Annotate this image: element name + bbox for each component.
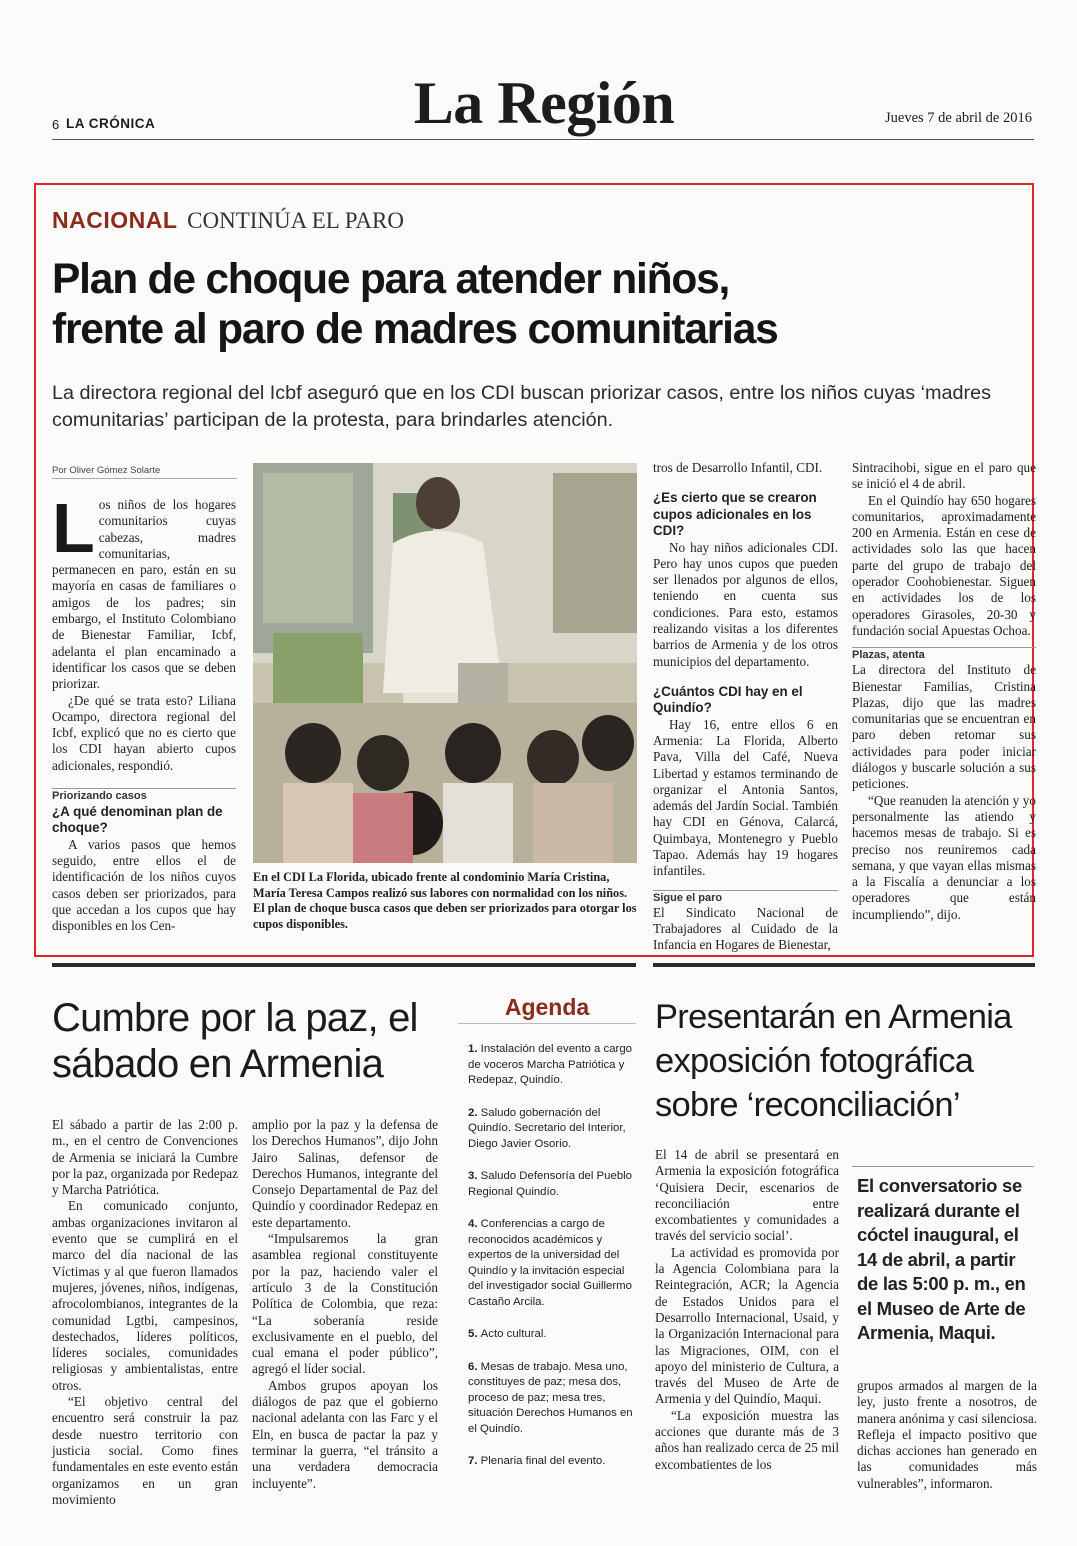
subhead-plazas: Plazas, atenta	[852, 647, 1036, 662]
article-photo	[253, 463, 637, 863]
paper-name: LA CRÓNICA	[66, 116, 156, 131]
agenda-item	[468, 1106, 636, 1153]
paragraph: En comunicado conjunto, ambas organizaciones invitaron al evento que se cumplirá en el marco del día nacional de las Víctimas y al que fueron llamados mujeres, jóvenes, niños, indígenas, afrocolombianos, integrantes de la comunidad Lgtbi, campesinos, destechados, líderes políticos, líderes sociales, comunidades religiosas y ambientalistas, entre otros.	[52, 1198, 238, 1393]
agenda-item-text: Saludo gobernación del Quindío. Secretario del Interior, Diego Javier Osorio.	[468, 1106, 626, 1150]
paragraph: El 14 de abril se presentará en Armenia la exposición fotográfica ‘Quisiera Decir, escenarios de reconciliación entre excombatientes y comunidades a través del servicio social’.	[655, 1147, 839, 1244]
paragraph: En el Quindío hay 650 hogares comunitarios, aproximadamente 200 en Armenia. Están en cese de actividades solo las que hacen parte del grupo de trabajo del operador Coohobienestar. Siguen en actividades los de los operadores Girasoles, 20-30 y fundación social Apuestas Ochoa.	[852, 492, 1036, 638]
paragraph: A varios pasos que hemos seguido, entre ellos el de identificación de los niños cuyos casos deben ser priorizados, para que accedan a los cupos que hay disponibles en los Cen-	[52, 836, 236, 934]
photo-caption: En el CDI La Florida, ubicado frente al condominio María Cristina, María Teresa Campos realizó sus labores con normalidad con los niños. El plan de choque busca casos que deben ser priorizados para otorgar los cupos disponibles.	[253, 870, 637, 931]
subhead-priorizando: Priorizando casos	[52, 788, 236, 803]
agenda-item-number: 1.	[468, 1043, 481, 1055]
cumbre-col-1	[52, 1117, 238, 1508]
paragraph: Ambos grupos apoyan los diálogos de paz que el gobierno nacional adelanta con las Farc y el Eln, en busca de pactar la paz y terminar la guerra, “el tránsito a una verdadera democracia incluyente”.	[252, 1377, 438, 1491]
agenda-item-text: Acto cultural.	[480, 1328, 547, 1340]
drop-cap: L	[52, 489, 95, 567]
section-rule	[653, 963, 1035, 967]
cumbre-headline: Cumbre por la paz, el sábado en Armenia	[52, 996, 418, 1086]
paragraph: Sintracihobi, sigue en el paro que se inició el 4 de abril.	[852, 460, 1036, 492]
page-number: 6	[52, 117, 60, 132]
expo-pullquote: El conversatorio se realizará durante el cóctel inaugural, el 14 de abril, a partir de las 5:00 p. m., en el Museo de Arte de Armenia, Maqui.	[857, 1175, 1026, 1343]
issue-date: Jueves 7 de abril de 2016	[885, 110, 1032, 126]
main-col-3	[653, 460, 838, 954]
interview-question: ¿A qué denominan plan de choque?	[52, 804, 223, 836]
agenda-item	[468, 1042, 636, 1089]
byline: Por Oliver Gómez Solarte	[52, 465, 237, 479]
paragraph: “La exposición muestra las acciones que durante más de 3 años han realizado cerca de 25 mil excombatientes de los	[655, 1407, 839, 1472]
section-title: La Región	[413, 70, 675, 136]
kicker-topic: CONTINÚA EL PARO	[187, 208, 404, 233]
agenda-item-text: Conferencias a cargo de reconocidos académicos y expertos de la universidad del Quindío y la invitación especial del investigador social Guillermo Castaño Arcila.	[468, 1218, 632, 1308]
main-col-4	[852, 460, 1036, 923]
expo-col-2	[857, 1378, 1037, 1492]
classroom-photo-illustration	[253, 463, 637, 863]
agenda-item-number: 5.	[468, 1328, 481, 1340]
headline-line-1: Plan de choque para atender niños,	[52, 256, 730, 303]
agenda-title-underline	[458, 1023, 636, 1024]
agenda-item-text: Instalación del evento a cargo de voceros Marcha Patriótica y Redepaz, Quindío.	[468, 1043, 633, 1086]
agenda-item-number: 2.	[468, 1106, 481, 1119]
paragraph: La directora del Instituto de Bienestar Familias, Cristina Plazas, dijo que las madres comunitarias que se encuentran en paro deben retomar sus actividades para poder iniciar diálogos y buscarle solución a sus peticiones.	[852, 662, 1036, 792]
section-rule	[52, 963, 636, 967]
agenda-item-number: 7.	[468, 1455, 481, 1467]
cumbre-col-2	[252, 1117, 438, 1492]
paragraph: El Sindicato Nacional de Trabajadores al Cuidado de la Infancia en Hogares de Bienestar,	[653, 904, 838, 953]
paragraph: La actividad es promovida por la Agencia Colombiana para la Reintegración, ACR; la Agencia de Estados Unidos para el Desarrollo Internacional, Usaid, y la Organización Internacional para las Migraciones, OIM, con el apoyo del ministerio de Cultura, a través del Museo de Arte de Armenia y del Quindío, Maqui.	[655, 1244, 839, 1407]
paragraph: amplio por la paz y la defensa de los Derechos Humanos”, dijo John Jairo Salinas, defensor de Derechos Humanos, integrante del Consejo Departamental de Paz del Quindío y coordinador Redepaz en este departamento.	[252, 1117, 438, 1230]
main-headline	[52, 255, 1032, 355]
agenda-item-text: Saludo Defensoría del Pueblo Regional Quindío.	[468, 1170, 633, 1198]
agenda-item	[468, 1327, 636, 1343]
headline-line-2: frente al paro de madres comunitarias	[52, 306, 778, 353]
article-deck: La directora regional del Icbf aseguró que en los CDI buscan priorizar casos, entre los niños cuyas ‘madres comunitarias’ participan de la protesta, para brindarles atención.	[52, 382, 992, 431]
paragraph: os niños de los hogares comunitarios cuyas cabezas, madres comunitarias, permanecen en paro, están en su mayoría en casas de familiares o amigos de los padres; sin embargo, el Instituto Colombiano de Bienestar Familiar, Icbf, adelanta el plan encaminado a identificar los casos que se deben priorizar.	[52, 497, 236, 692]
agenda-item-number: 6.	[468, 1360, 481, 1373]
expo-col-1	[655, 1147, 839, 1473]
paragraph: grupos armados al margen de la ley, justo frente a nosotros, de manera anónima y casi silenciosa. Refleja el impacto positivo que dichas acciones han generado en las comunidades más vulnerables”, informaron.	[857, 1378, 1037, 1491]
kicker-section: NACIONAL	[52, 207, 178, 233]
agenda-list	[458, 1042, 636, 1470]
agenda-item-text: Mesas de trabajo. Mesa uno, constituyes de paz; mesa dos, proceso de paz; mesa tres, situación Derechos Humanos en el Quindío.	[468, 1360, 633, 1435]
agenda-item	[468, 1360, 636, 1438]
paragraph: No hay niños adicionales CDI. Pero hay unos cupos que pueden ser llenados por algunos de ellos, teniendo en cuenta sus condiciones. Para esto, estamos realizando visitas a los diferentes barrios de Armenia y de los otros municipios del departamento.	[653, 539, 838, 669]
paragraph: El sábado a partir de las 2:00 p. m., en el centro de Convenciones de Armenia se iniciará la Cumbre por la paz, organizada por Redepaz y Marcha Patriótica.	[52, 1117, 238, 1198]
agenda-item	[468, 1454, 636, 1470]
agenda-item	[468, 1217, 636, 1310]
article-kicker	[52, 206, 404, 235]
expo-headline: Presentarán en Armenia exposición fotográfica sobre ‘reconciliación’	[655, 998, 1012, 1124]
agenda-box	[458, 993, 636, 1487]
interview-question: ¿Cuántos CDI hay en el Quindío?	[653, 683, 803, 716]
paragraph: tros de Desarrollo Infantil, CDI.	[653, 460, 823, 475]
paragraph: “Que reanuden la atención y yo personalmente las atiendo y hacemos mesas de trabajo. Si es preciso nos reuniremos cada semana, y que vayan ellas mismas a la Fiscalía a denunciar a los operadores que están incumpliendo”, dijo.	[852, 792, 1036, 922]
paragraph: ¿De qué se trata esto? Liliana Ocampo, directora regional del Icbf, explicó que no es cierto que los CDI hayan abierto cupos adicionales, respondió.	[52, 692, 236, 773]
main-col-1	[52, 489, 236, 935]
paragraph: “El objetivo central del encuentro será construir la paz desde nuestro territorio con justicia social. Como fines fundamentales en este evento están organizamos en un gran movimiento	[52, 1394, 238, 1507]
paragraph: “Impulsaremos la gran asamblea regional constituyente por la paz, haciendo valer el artículo 3 de la Constitución Política de Colombia, que reza: “La soberanía reside exclusivamente en el pueblo, del cual emana el poder público”, agregó el líder social.	[252, 1231, 438, 1377]
interview-question: ¿Es cierto que se crearon cupos adicionales en los CDI?	[653, 490, 817, 539]
header-rule	[52, 139, 1034, 140]
subhead-sigue-paro: Sigue el paro	[653, 890, 838, 905]
agenda-item	[468, 1169, 636, 1200]
paragraph: Hay 16, entre ellos 6 en Armenia: La Florida, Alberto Pava, Villa del Café, Nueva Libertad y estamos terminando de organizar el Antonia Santos, además del Jardín Social. También hay CDI en Génova, Calarcá, Quimbaya, Montenegro y Pueblo Tapao. Además hay 19 hogares infantiles.	[653, 716, 838, 879]
agenda-item-number: 4.	[468, 1218, 481, 1230]
pullquote-rule	[852, 1166, 1034, 1167]
agenda-item-text: Plenaria final del evento.	[480, 1455, 606, 1467]
agenda-title: Agenda	[504, 994, 590, 1020]
agenda-item-number: 3.	[468, 1170, 481, 1182]
